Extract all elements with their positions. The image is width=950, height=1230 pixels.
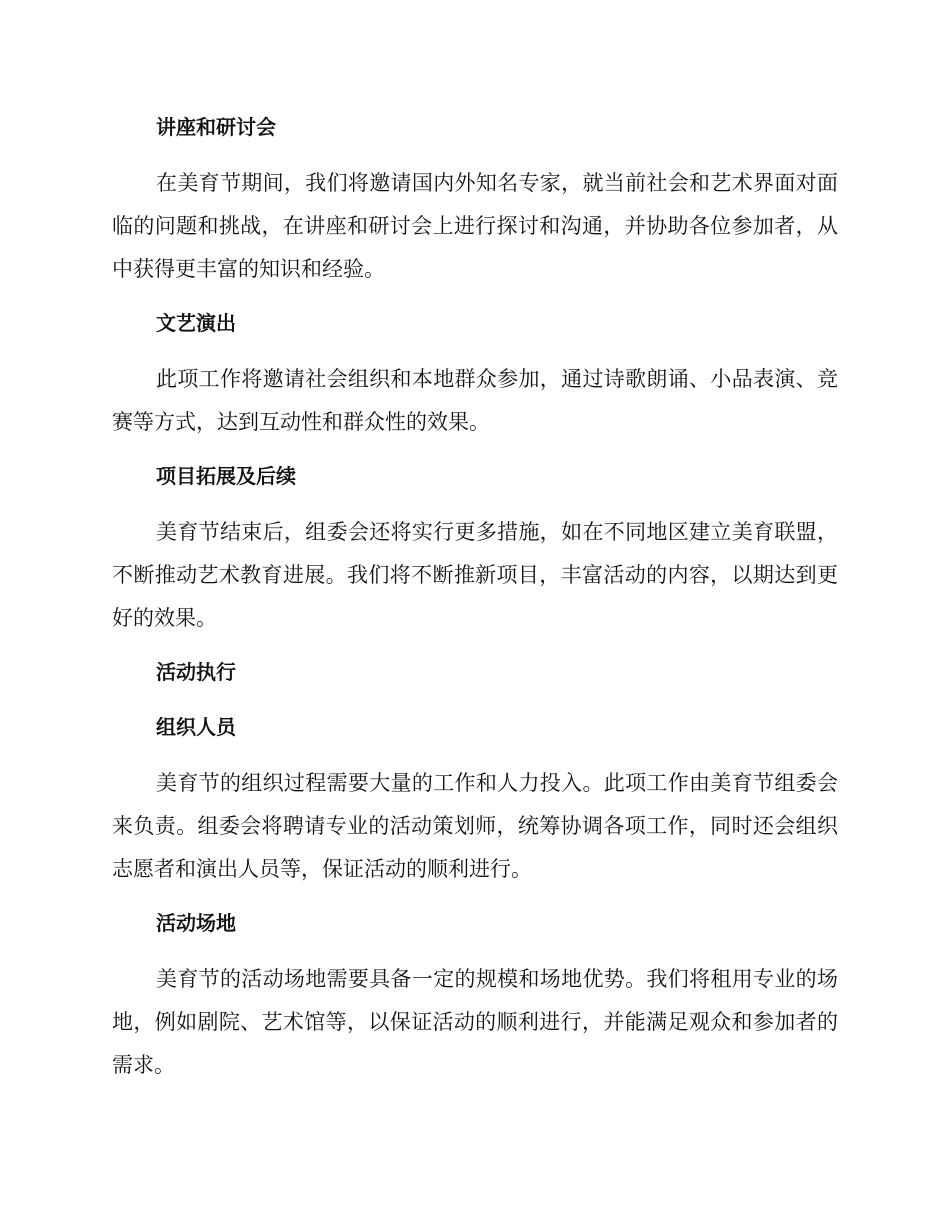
section-heading-lectures: 讲座和研讨会 (156, 115, 276, 139)
section-heading-staff: 组织人员 (156, 715, 236, 739)
section-paragraph-lectures: 在美育节期间，我们将邀请国内外知名专家，就当前社会和艺术界面对面临的问题和挑战，在讲座和研讨会上进行探讨和沟通，并协助各位参加者，从中获得更丰富的知识和经验。 (112, 171, 838, 281)
section-paragraph-performances: 此项工作将邀请社会组织和本地群众参加，通过诗歌朗诵、小品表演、竞赛等方式，达到互动性和群众性的效果。 (112, 367, 838, 434)
section-heading-expansion: 项目拓展及后续 (156, 464, 296, 488)
section-paragraph-expansion: 美育节结束后，组委会还将实行更多措施，如在不同地区建立美育联盟，不断推动艺术教育进展。我们将不断推新项目，丰富活动的内容，以期达到更好的效果。 (112, 520, 838, 630)
section-heading-performances: 文艺演出 (156, 311, 236, 335)
section-paragraph-staff: 美育节的组织过程需要大量的工作和人力投入。此项工作由美育节组委会来负责。组委会将聘请专业的活动策划师，统筹协调各项工作，同时还会组织志愿者和演出人员等，保证活动的顺利进行。 (112, 771, 838, 881)
section-paragraph-venue: 美育节的活动场地需要具备一定的规模和场地优势。我们将租用专业的场地，例如剧院、艺术馆等，以保证活动的顺利进行，并能满足观众和参加者的需求。 (112, 967, 838, 1077)
document-body (112, 107, 838, 1087)
section-heading-execution: 活动执行 (156, 660, 236, 684)
section-heading-venue: 活动场地 (156, 911, 236, 935)
